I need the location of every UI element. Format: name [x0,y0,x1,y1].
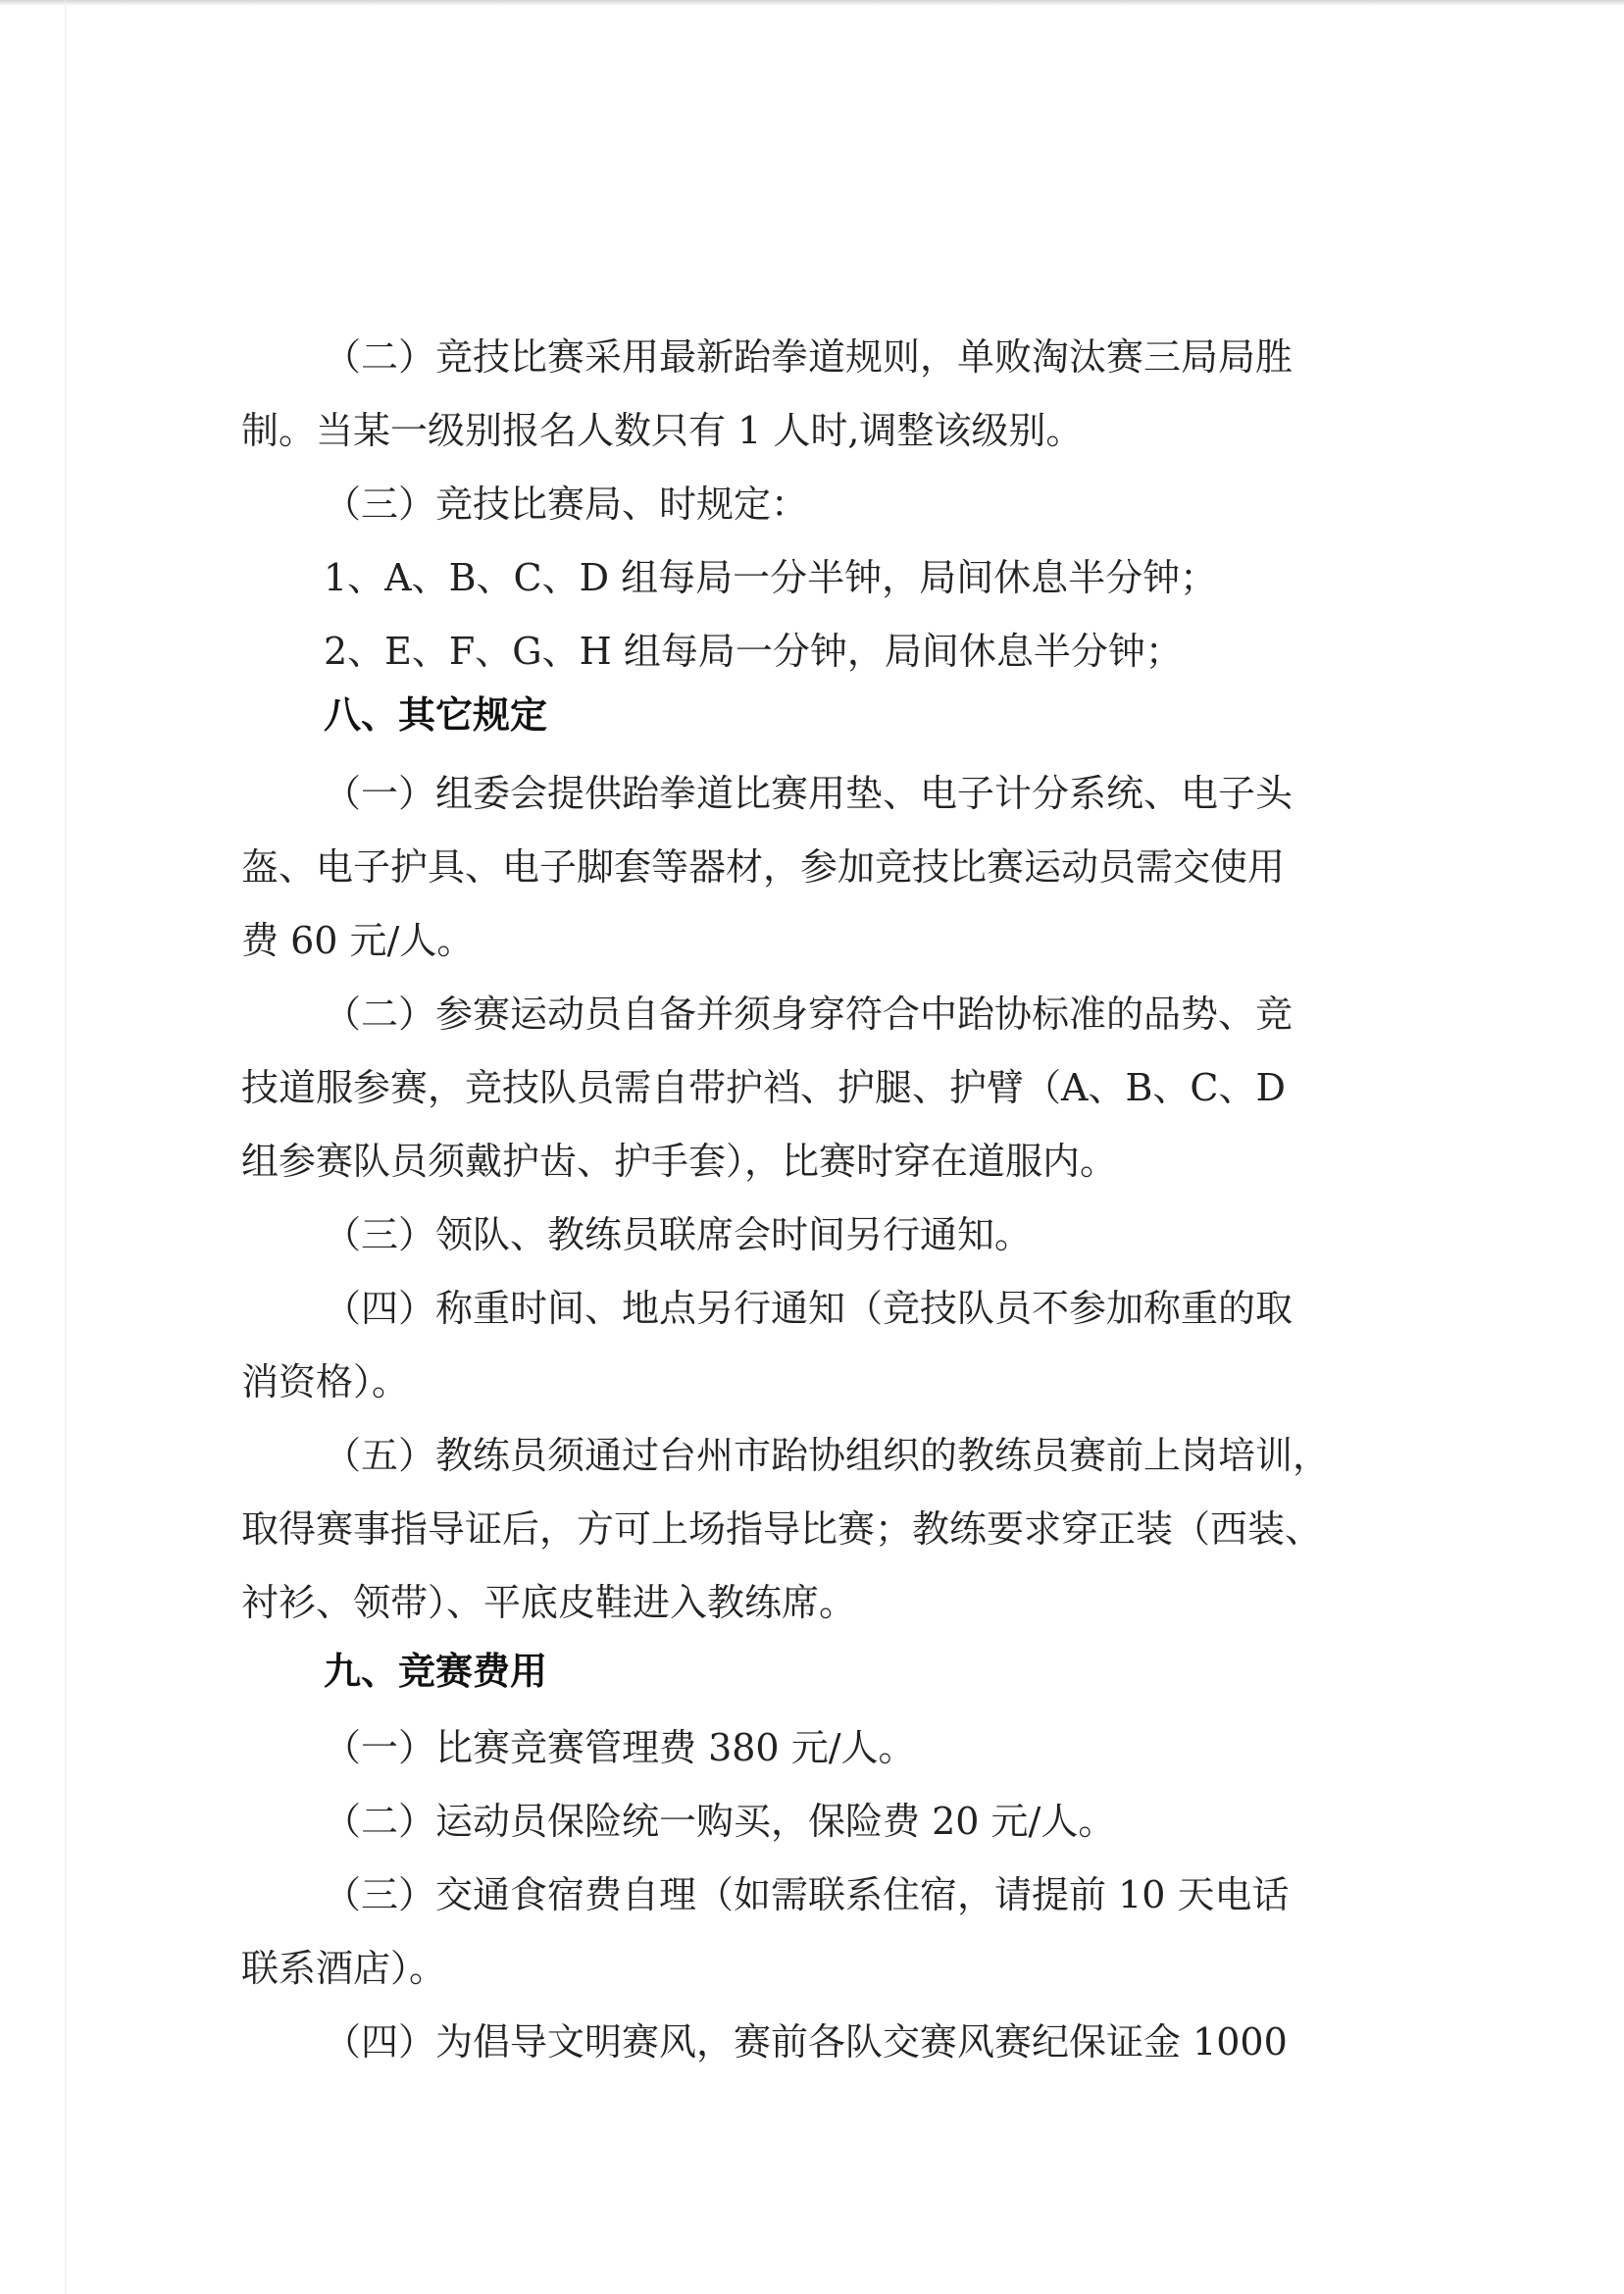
sec8-item5-line3: 衬衫、领带）、平底皮鞋进入教练席。 [241,1581,857,1624]
sec8-item3: （三）领队、教练员联席会时间另行通知。 [324,1213,1033,1256]
sec8-item1-line2: 盔、电子护具、电子脚套等器材，参加竞技比赛运动员需交使用 [241,845,1286,889]
sec7-item2-line1: （二）竞技比赛采用最新跆拳道规则，单败淘汰赛三局局胜 [324,335,1294,379]
sec7-rule1: 1、A、B、C、D 组每局一分半钟，局间休息半分钟； [324,556,1218,599]
sec7-rule2: 2、E、F、G、H 组每局一分钟，局间休息半分钟； [324,630,1183,673]
sec9-item3-line1: （三）交通食宿费自理（如需联系住宿，请提前 10 天电话 [324,1873,1290,1916]
sec8-item2-line3: 组参赛队员须戴护齿、护手套），比赛时穿在道服内。 [241,1140,1118,1183]
scan-edge-top [0,0,1624,6]
sec7-item3: （三）竞技比赛局、时规定： [324,483,809,526]
scan-edge-left [65,0,66,2294]
sec8-item4-line2: 消资格）。 [241,1360,410,1403]
sec8-item1-line1: （一）组委会提供跆拳道比赛用垫、电子计分系统、电子头 [324,772,1294,815]
sec9-item2: （二）运动员保险统一购买，保险费 20 元/人。 [324,1800,1116,1843]
sec7-item2-line2: 制。当某一级别报名人数只有 1 人时,调整该级别。 [241,409,1084,452]
sec8-item2-line1: （二）参赛运动员自备并须身穿符合中跆协标准的品势、竞 [324,993,1294,1036]
sec8-item5-line2: 取得赛事指导证后，方可上场指导比赛；教练要求穿正装（西装、 [241,1507,1323,1551]
sec9-item1: （一）比赛竞赛管理费 380 元/人。 [324,1726,916,1769]
sec8-item4-line1: （四）称重时间、地点另行通知（竞技队员不参加称重的取 [324,1287,1294,1330]
sec8-item2-line2: 技道服参赛，竞技队员需自带护裆、护腿、护臂（A、B、C、D [241,1066,1286,1109]
sec9-item4-line1: （四）为倡导文明赛风，赛前各队交赛风赛纪保证金 1000 [324,2020,1288,2064]
sec8-item5-line1: （五）教练员须通过台州市跆协组织的教练员赛前上岗培训， [324,1434,1331,1477]
sec9-item3-line2: 联系酒店）。 [241,1947,447,1990]
sec8-heading: 八、其它规定 [324,693,548,737]
sec9-heading: 九、竞赛费用 [324,1650,548,1693]
sec8-item1-line3: 费 60 元/人。 [241,919,475,962]
